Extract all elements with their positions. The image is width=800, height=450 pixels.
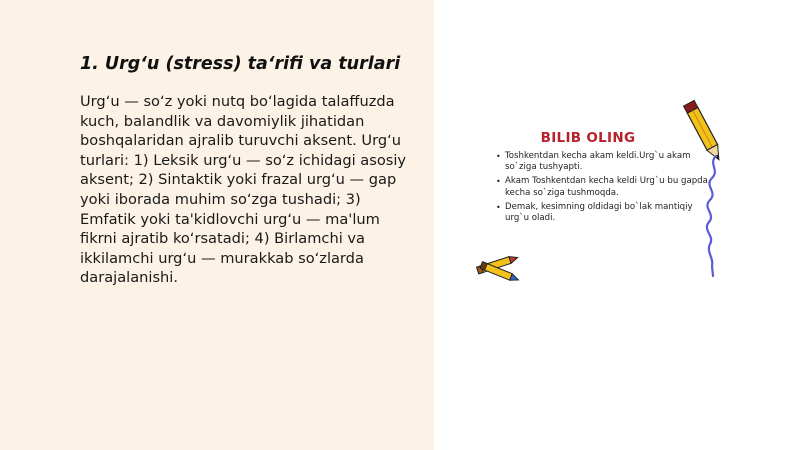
bullet-marker: • [496, 177, 501, 187]
list-item [496, 202, 708, 225]
note-bullet-list [496, 151, 708, 227]
list-item-text: Toshkentdan kecha akam keldi.Urg`u akam so`ziga tushyapti. [505, 151, 691, 173]
slide-title: 1. Urgʻu (stress) taʻrifi va turlari [80, 54, 401, 74]
list-item-text: Demak, kesimning oldidagi bo`lak mantiqiy urg`u oladi. [505, 201, 693, 224]
pencil-icon [682, 98, 728, 280]
slide-body-text: Urgʻu — soʻz yoki nutq boʻlagida talaffuzda kuch, balandlik va davomiylik jihatidan boshqalaridan ajralib turuvchi aksent. Urgʻu turlari: 1) Leksik urgʻu — soʻz ichidagi asosiy aksent; 2) Sintaktik yoki frazal urgʻu — gap yoki iborada muhim soʻzga tushadi; 3) Emfatik yoki ta'kidlovchi urgʻu — ma'lum fikrni ajratib koʻrsatadi; 4) Birlamchi va ikkilamchi urgʻu — murakkab soʻzlarda darajalanishi. [80, 93, 407, 287]
list-item [496, 151, 708, 174]
note-heading: BILIB OLING [540, 130, 636, 146]
list-item [496, 176, 708, 199]
bullet-marker: • [496, 202, 501, 212]
crayons-icon [472, 248, 528, 288]
list-item-text: Akam Toshkentdan kecha keldi Urg`u bu gapda kecha so`ziga tushmoqda. [505, 176, 708, 198]
bullet-marker: • [496, 152, 501, 161]
squiggle-line [707, 156, 716, 276]
